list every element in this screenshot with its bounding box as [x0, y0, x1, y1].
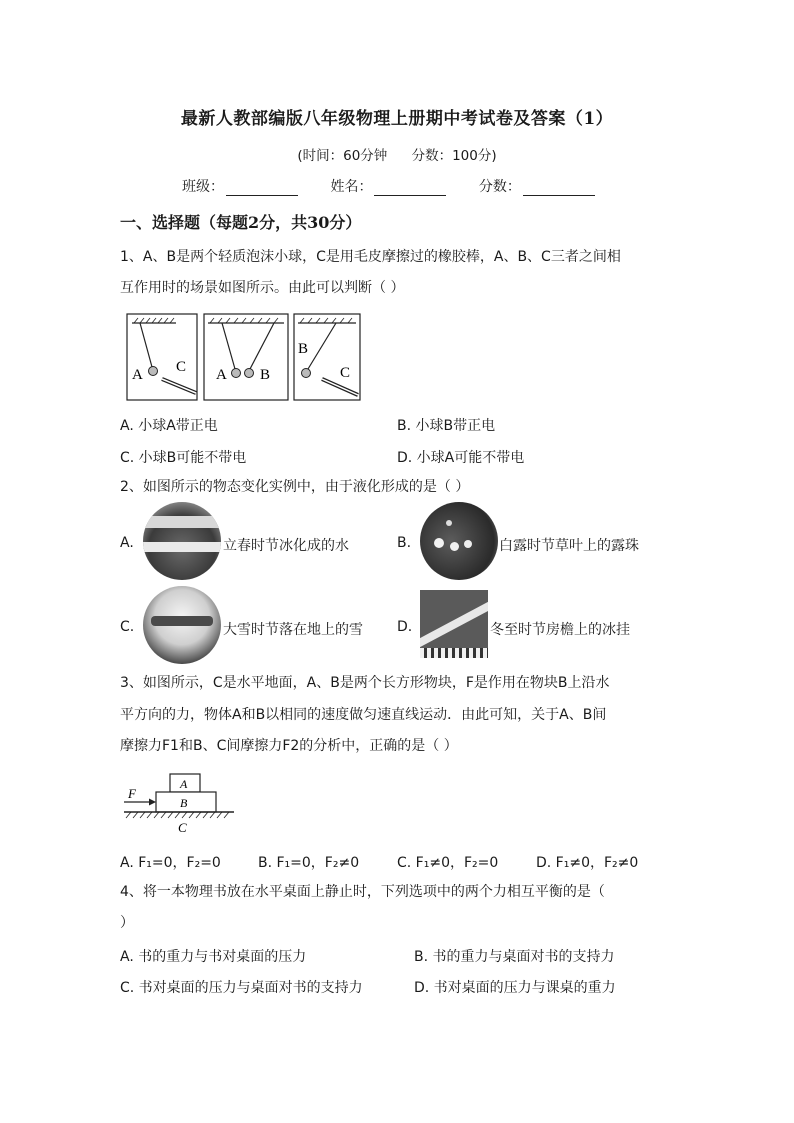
figure-panel-2 [204, 314, 288, 400]
question-1-figure [126, 313, 366, 403]
question-1-line-1: 1、A、B是两个轻质泡沫小球，C是用毛皮摩擦过的橡胶棒，A、B、C三者之间相 [120, 249, 621, 265]
student-fields [182, 176, 623, 196]
label-f: F [128, 786, 136, 801]
question-1-line-2: 互作用时的场景如图所示。由此可以判断（ ） [120, 280, 405, 296]
figure-panel-1 [127, 314, 197, 400]
q2-option-a-text[interactable]: 立春时节冰化成的水 [223, 538, 349, 554]
q1-option-a[interactable]: A. 小球A带正电 [120, 418, 218, 434]
section-heading: 一、选择题（每题2分，共30分） [120, 213, 362, 232]
exam-score: 分数：100分) [411, 148, 497, 164]
score-blank[interactable] [523, 181, 595, 196]
question-3-line-1: 3、如图所示，C是水平地面，A、B是两个长方形物块，F是作用在物块B上沿水 [120, 675, 610, 691]
dew-drops-photo [420, 502, 498, 580]
name-field [330, 176, 446, 196]
label-a-1: A [132, 367, 143, 383]
question-3-figure [122, 772, 238, 836]
label-a-2: A [216, 367, 227, 383]
q3-option-b[interactable]: B. F₁=0，F₂≠0 [258, 855, 360, 871]
q2-option-c-letter[interactable]: C. [120, 619, 135, 635]
ice-melting-photo [143, 502, 221, 580]
name-blank[interactable] [374, 181, 446, 196]
question-4-line-2: ） [120, 915, 134, 931]
question-3-line-2: 平方向的力，物体A和B以相同的速度做匀速直线运动．由此可知，关于A、B间 [120, 707, 607, 723]
exam-time: (时间：60分钟 [297, 148, 388, 164]
page-title: 最新人教部编版八年级物理上册期中考试卷及答案（1） [180, 109, 614, 129]
q3-option-c[interactable]: C. F₁≠0，F₂=0 [397, 855, 499, 871]
q4-option-d[interactable]: D. 书对桌面的压力与课桌的重力 [414, 980, 616, 996]
q2-option-d-text[interactable]: 冬至时节房檐上的冰挂 [490, 622, 630, 638]
q4-option-c[interactable]: C. 书对桌面的压力与桌面对书的支持力 [120, 980, 363, 996]
class-label: 班级： [182, 179, 224, 195]
snow-photo [143, 586, 221, 664]
q4-option-a[interactable]: A. 书的重力与书对桌面的压力 [120, 949, 307, 965]
q3-option-d[interactable]: D. F₁≠0，F₂≠0 [536, 855, 639, 871]
label-b-2: B [260, 367, 271, 383]
q1-option-b[interactable]: B. 小球B带正电 [397, 418, 496, 434]
q4-option-b[interactable]: B. 书的重力与桌面对书的支持力 [414, 949, 615, 965]
label-c: C [178, 820, 187, 835]
q1-option-d[interactable]: D. 小球A可能不带电 [397, 450, 525, 466]
score-label: 分数： [478, 179, 521, 195]
class-field [182, 176, 298, 196]
class-blank[interactable] [226, 181, 298, 196]
q2-option-b-letter[interactable]: B. [397, 535, 412, 551]
q2-option-c-text[interactable]: 大雪时节落在地上的雪 [223, 622, 363, 638]
question-4-line-1: 4、将一本物理书放在水平桌面上静止时，下列选项中的两个力相互平衡的是（ [120, 884, 605, 900]
label-b: B [180, 796, 188, 810]
question-2-line-1: 2、如图所示的物态变化实例中，由于液化形成的是（ ） [120, 479, 470, 495]
question-3-line-3: 摩擦力F1和B、C间摩擦力F2的分析中，正确的是（ ） [120, 738, 458, 754]
label-a: A [180, 777, 188, 791]
score-field [479, 176, 595, 196]
label-c-1: C [176, 359, 187, 375]
q2-option-d-letter[interactable]: D. [397, 619, 413, 635]
q1-option-c[interactable]: C. 小球B可能不带电 [120, 450, 247, 466]
q2-option-a-letter[interactable]: A. [120, 535, 134, 551]
label-b-3: B [298, 341, 309, 357]
exam-info [0, 144, 794, 164]
q2-option-b-text[interactable]: 白露时节草叶上的露珠 [499, 538, 639, 554]
q3-option-a[interactable]: A. F₁=0，F₂=0 [120, 855, 221, 871]
icicle-photo [420, 590, 488, 658]
name-label: 姓名： [330, 179, 373, 195]
label-c-3: C [340, 365, 351, 381]
figure-panel-3 [294, 314, 360, 400]
